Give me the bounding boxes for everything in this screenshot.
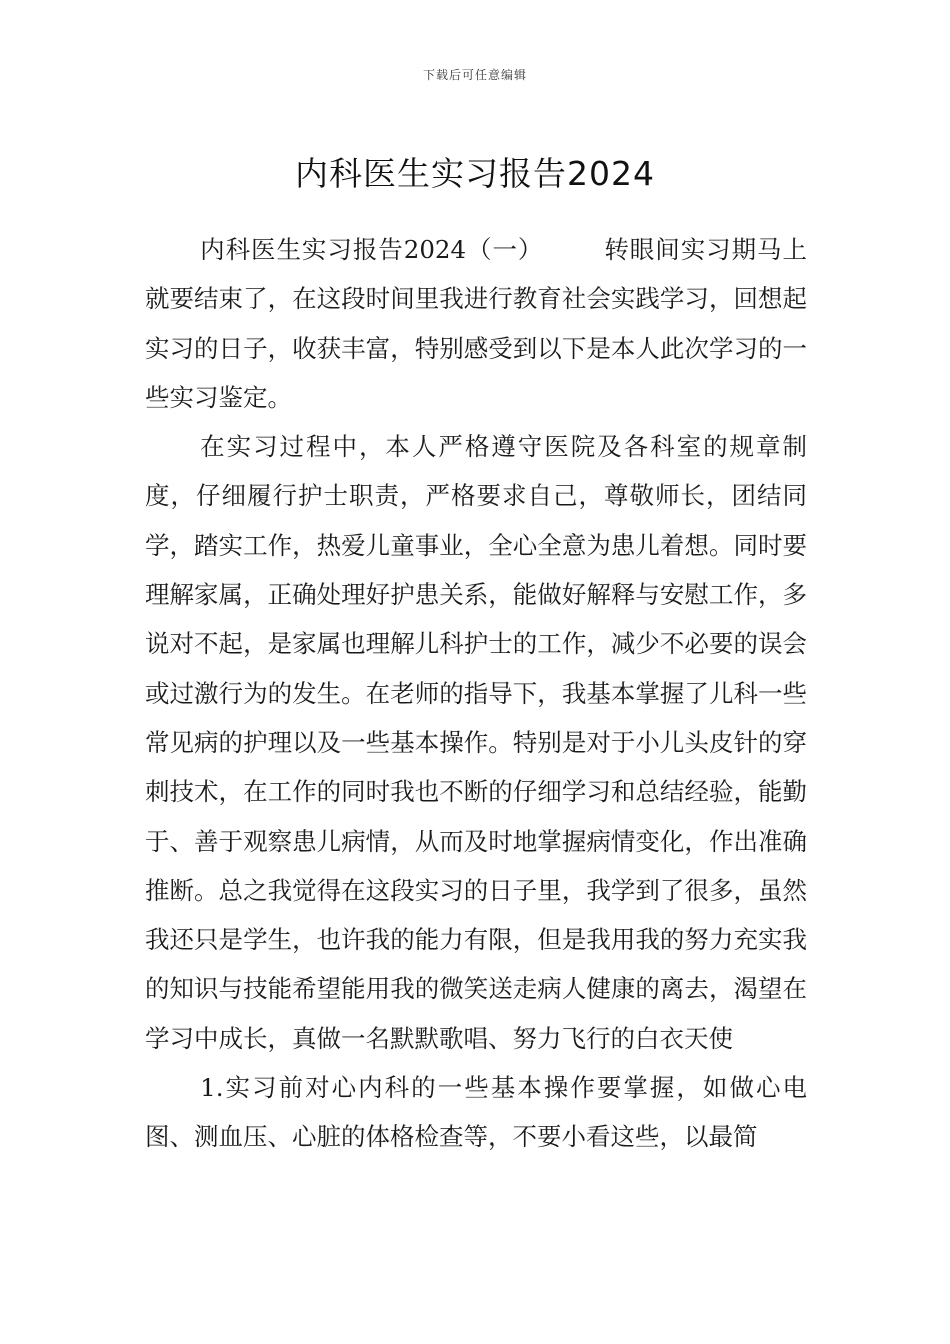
paragraph-text: 转眼间实习期马上就要结束了，在这段时间里我进行教育社会实践学习，回想起实习的日子，收获丰富，特别感受到以下是本人此次学习的一些实习鉴定。 [145,235,807,412]
paragraph-numbered-item: 1.实习前对心内科的一些基本操作要掌握，如做心电图、测血压、心脏的体格检查等，不要小看这些，以最简 [145,1073,807,1152]
paragraph-intro [145,225,807,422]
document-body [145,225,807,1162]
document-title: 内科医生实习报告2024 [295,154,655,194]
section-heading: 内科医生实习报告2024（一） [200,235,544,264]
paragraph-experience: 在实习过程中，本人严格遵守医院及各科室的规章制度，仔细履行护士职责，严格要求自己，尊敬师长，团结同学，踏实工作，热爱儿童事业，全心全意为患儿着想。同时要理解家属，正确处理好护患关系，能做好解释与安慰工作，多说对不起，是家属也理解儿科护士的工作，减少不必要的误会或过激行为的发生。在老师的指导下，我基本掌握了儿科一些常见病的护理以及一些基本操作。特别是对于小儿头皮针的穿刺技术，在工作的同时我也不断的仔细学习和总结经验，能勤于、善于观察患儿病情，从而及时地掌握病情变化，作出准确推断。总之我觉得在这段实习的日子里，我学到了很多，虽然我还只是学生，也许我的能力有限，但是我用我的努力充实我的知识与技能希望能用我的微笑送走病人健康的离去，渴望在学习中成长，真做一名默默歌唱、努力飞行的白衣天使 [145,432,807,1053]
header-note: 下载后可任意编辑 [422,68,527,82]
